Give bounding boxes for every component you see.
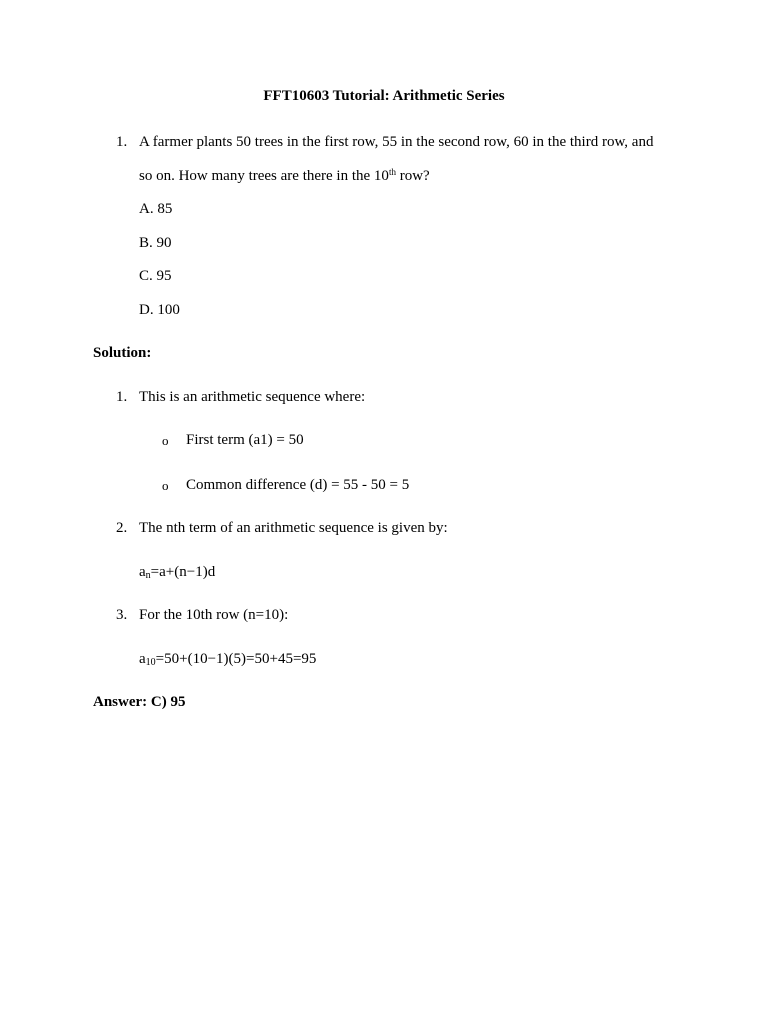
- formula-base: a: [139, 651, 146, 667]
- step-number: 3.: [116, 607, 128, 623]
- step-text: For the 10th row (n=10):: [139, 607, 289, 623]
- formula-tenth-term: [139, 650, 316, 670]
- document-title: FFT10603 Tutorial: Arithmetic Series: [263, 88, 505, 104]
- question-text-line2: [139, 167, 430, 185]
- formula-body: =50+(10−1)(5)=50+45=95: [155, 651, 317, 667]
- question-text-line2-end: row?: [395, 168, 430, 184]
- formula-base: a: [139, 564, 146, 580]
- solution-heading: Solution:: [93, 345, 152, 361]
- question-number: 1.: [116, 134, 128, 150]
- formula-subscript: n: [145, 570, 151, 581]
- option-c: C. 95: [139, 268, 172, 284]
- step-number: 2.: [116, 520, 128, 536]
- step-number: 1.: [116, 389, 128, 405]
- bullet-marker: o: [162, 433, 169, 448]
- formula-nth-term: [139, 563, 215, 583]
- question-text-line1: A farmer plants 50 trees in the first row, 55 in the second row, 60 in the third row, and: [139, 134, 654, 150]
- step-text: The nth term of an arithmetic sequence is given by:: [139, 520, 448, 536]
- formula-subscript: 10: [145, 657, 156, 668]
- final-answer: Answer: C) 95: [93, 694, 186, 710]
- formula-body: =a+(n−1)d: [150, 564, 216, 580]
- option-b: B. 90: [139, 235, 172, 251]
- bullet-text-first-term: First term (a1) = 50: [186, 432, 304, 448]
- bullet-marker: o: [162, 478, 169, 493]
- option-d: D. 100: [139, 302, 180, 318]
- option-a: A. 85: [139, 201, 173, 217]
- step-text: This is an arithmetic sequence where:: [139, 389, 366, 405]
- question-text-line2-start: so on. How many trees are there in the 10: [139, 168, 389, 184]
- bullet-text-common-difference: Common difference (d) = 55 - 50 = 5: [186, 477, 410, 493]
- ordinal-superscript: th: [388, 167, 396, 177]
